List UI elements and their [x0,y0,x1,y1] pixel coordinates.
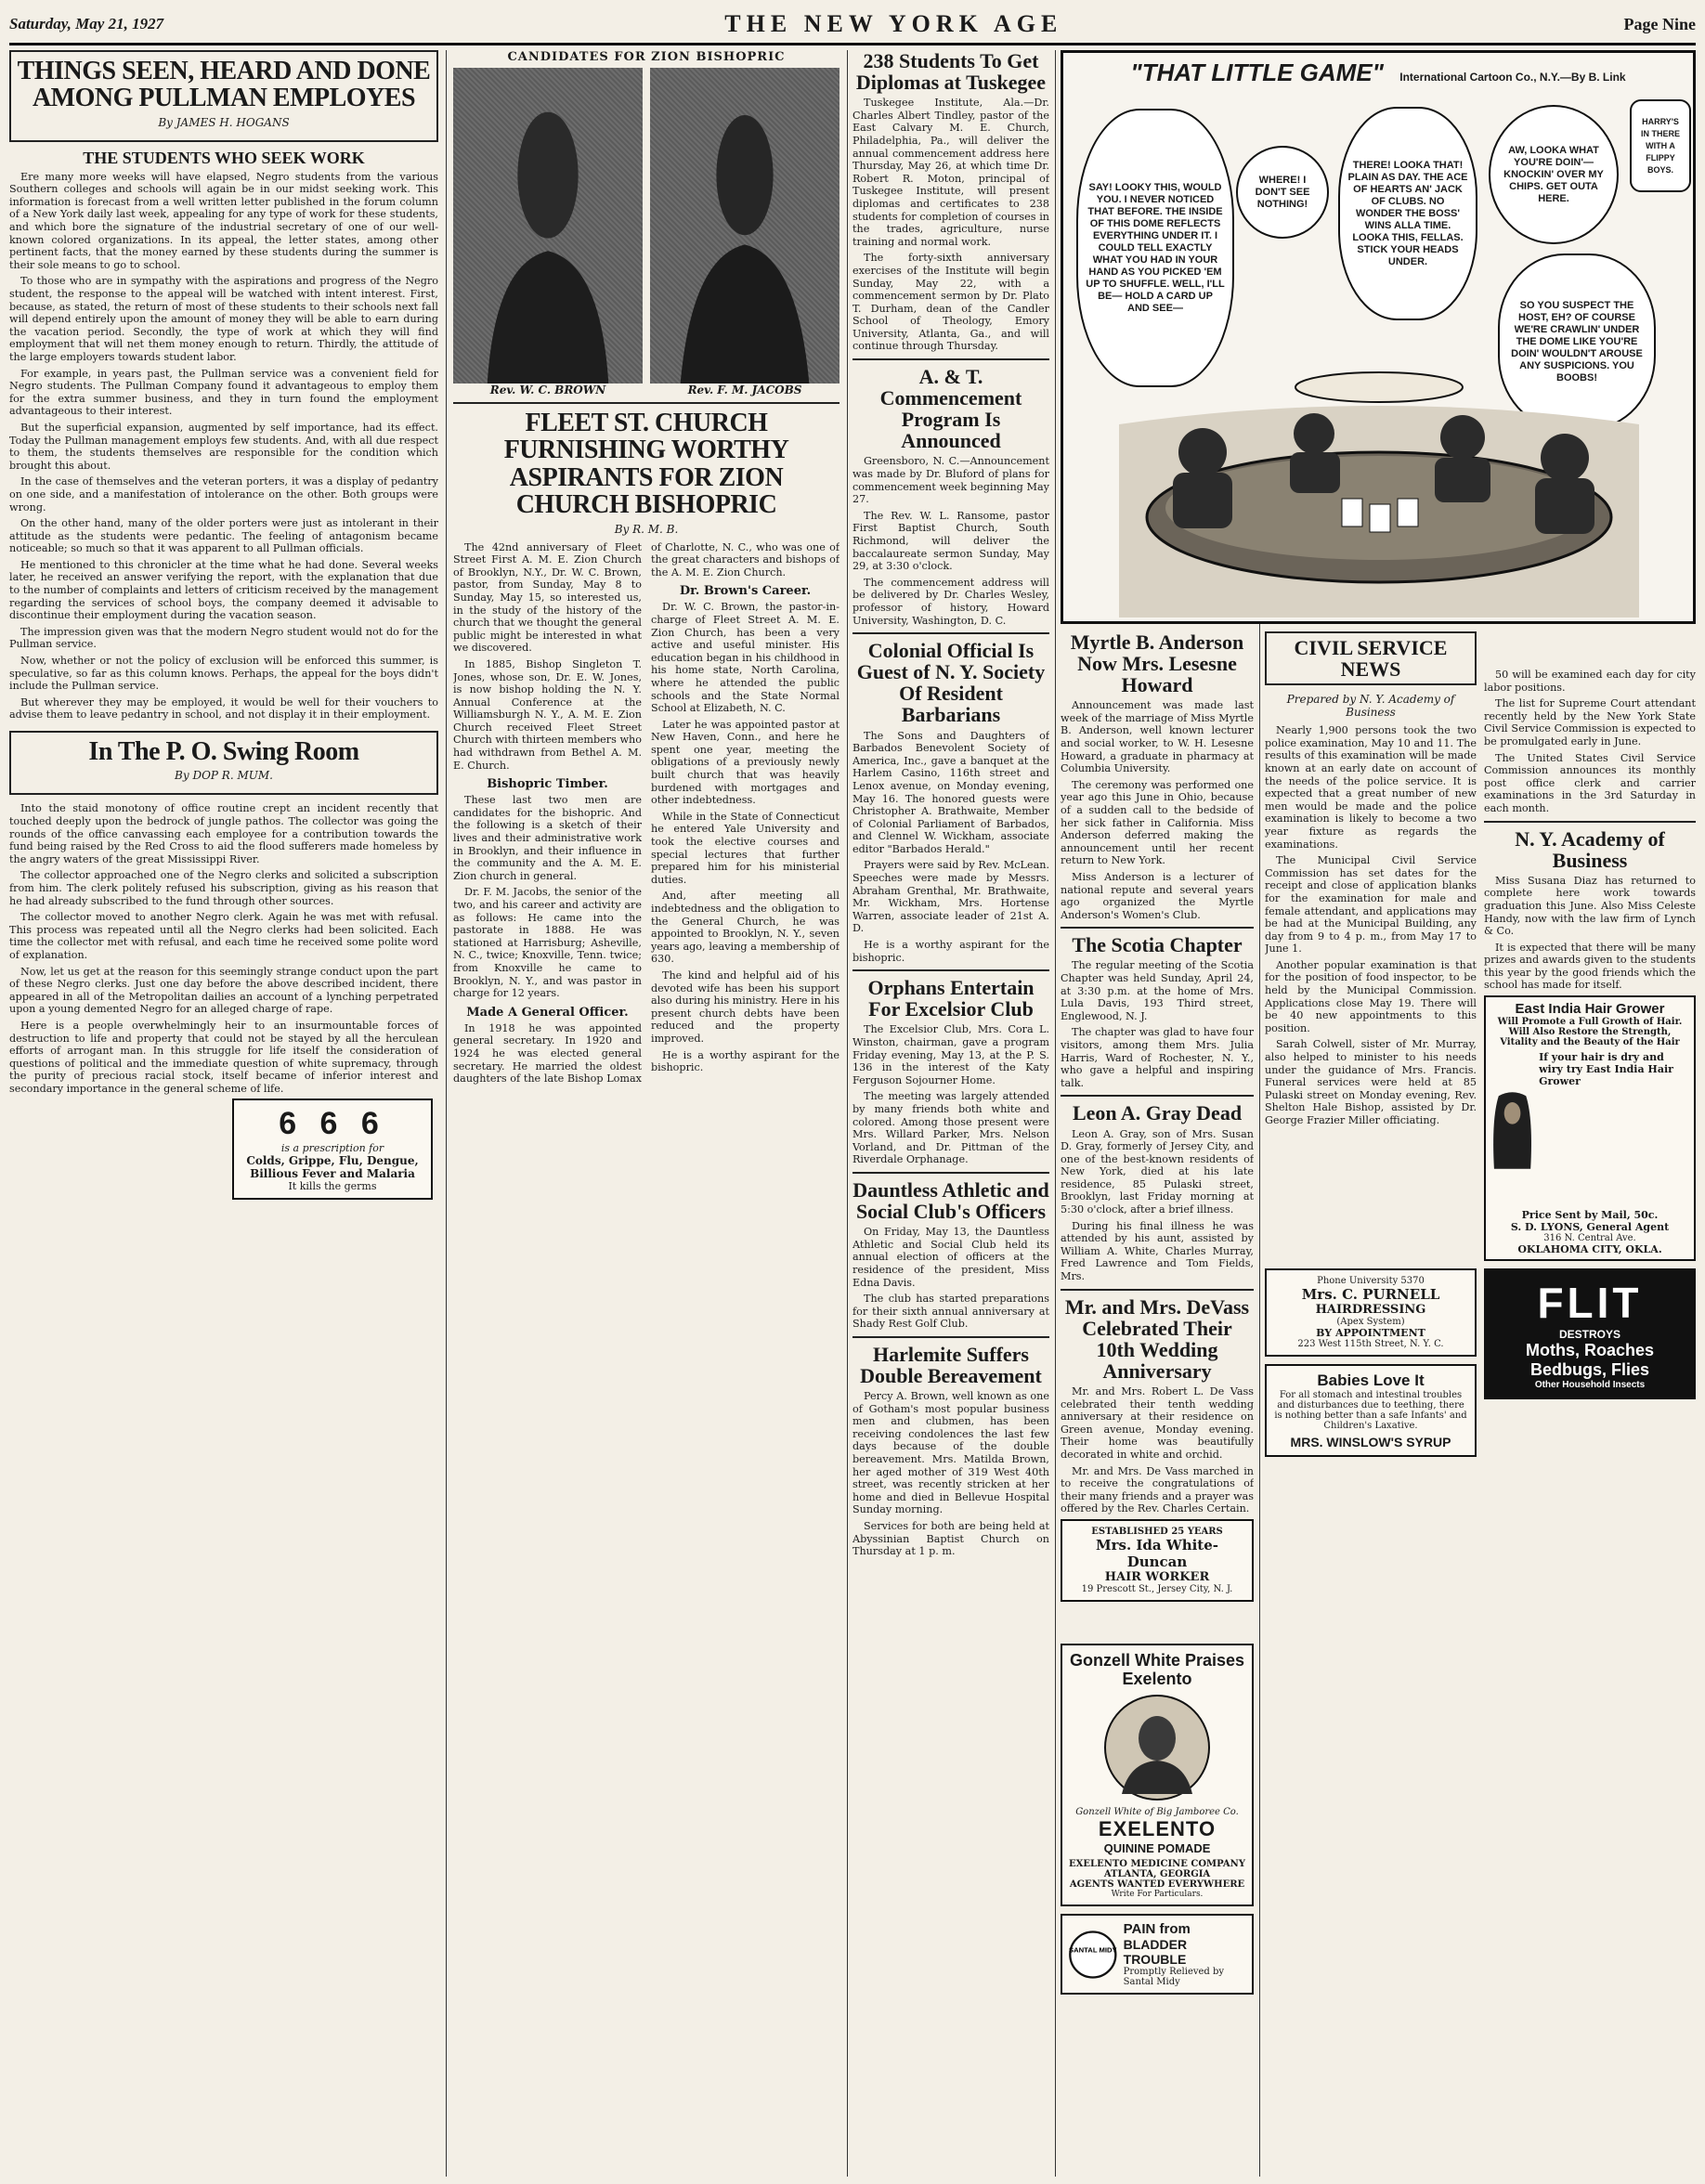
tuskegee-headline: 238 Students To Get Diplomas at Tuskegee [855,50,1047,95]
ad-text: 316 N. Central Ave. [1543,1233,1636,1244]
article-paragraph: During his final illness he was attended by his aunt, assisted by William A. White, Charles Murray, Fred Lawrence and Tom Fields, Mrs. [1061,1219,1254,1283]
ad-text: QUININE POMADE [1103,1841,1211,1855]
article-paragraph: Mr. and Mrs. De Vass marched in to receive the congratulations of their many friends and a prayer was offered by the Rev. Charles Certain. [1061,1464,1254,1515]
zion-body [453,541,839,1086]
ad-text: EXELENTO [1098,1817,1217,1840]
ad-text: EXELENTO MEDICINE COMPANY [1069,1859,1245,1869]
photo-caption: Rev. F. M. JACOBS [687,384,802,396]
ad-text: Bedbugs, Flies [1529,1360,1650,1380]
harlem-headline: Harlemite Suffers Double Bereavement [860,1342,1042,1387]
portrait-photo [650,68,839,384]
masthead-title: THE NEW YORK AGE [724,10,1063,37]
article-paragraph: He is a worthy aspirant for the bishopric. [852,939,1049,964]
article-paragraph: He is a worthy aspirant for the bishopric. [651,1048,839,1074]
portrait-icon [1101,1692,1213,1803]
pullman-byline: By JAMES H. HOGANS [158,115,290,129]
ad-text: HAIRDRESSING [1315,1303,1426,1318]
divider [852,1172,1049,1174]
masthead [9,6,1696,46]
ad-gonzell-white [1061,1644,1254,1906]
article-subhead: Bishopric Timber. [487,777,608,792]
ad-body [1490,1051,1690,1209]
ad-text: 19 Prescott St., Jersey City, N. J. [1081,1583,1233,1594]
article-paragraph: While in the State of Connecticut he entered Yale University and took the elective courses and special lectures that further prepared him for his ministerial duties. [651,810,839,886]
scotia-headline: The Scotia Chapter [1072,933,1243,957]
article-paragraph: Sarah Colwell, sister of Mr. Murray, also helped to minister to his needs under the guidance of Mrs. Francis. Funeral services were held at 85 Pulaski street on Monday evening, Rev. Shelton Hale Bishop, assisted by Dr. George Frazier Miller officiating. [1265,1038,1477,1126]
photo-frame [453,68,643,396]
ad-text: Write For Particulars. [1111,1890,1204,1899]
article-paragraph: Greensboro, N. C.—Announcement was made by Dr. Bluford of plans for commencement week beginning May 27. [852,455,1049,506]
ad-text: Babies Love It [1317,1372,1425,1390]
article-paragraph: The United States Civil Service Commission announces its monthly post office clerk and carrier examinations in the 3rd Saturday in each month. [1484,751,1696,814]
article-paragraph: The meeting was largely attended by many friends both white and colored. Among those present were Mrs. Willard Parker, Mrs. Nelson Vorland, and Dr. Pittman of the Riverdale Orphanage. [852,1090,1049,1166]
cartoon-frame [1061,50,1696,624]
article-paragraph: Nearly 1,900 persons took the two police examination, May 10 and 11. The results of this examination will be made known at an early date on account of the needs of the police service. It is expected that a great number of new men would be made and the police examination is likely to become a two year fixture as regards the examinations. [1265,724,1477,851]
article-paragraph: 50 will be examined each day for city labor positions. [1484,669,1696,694]
swing-room-headline-box [9,731,438,795]
photo-frame [650,68,839,396]
dauntless-headline: Dauntless Athletic and Social Club's Officers [852,1177,1049,1224]
article-paragraph: Into the staid monotony of office routine crept an incident recently that touched deeply upon the bedrock of jungle pathos. The collector was going the rounds of the office canvassing each employee for a contribution towards the fund being raised by the Red Cross to aid the flood sufferers made homeless by the angry waters of the great Mississippi River. [9,802,438,865]
woman-portrait-icon [1490,1051,1535,1209]
card-players-illustration-icon [1063,369,1693,618]
speech-bubble: AW, LOOKA WHAT YOU'RE DOIN'— KNOCKIN' OVER MY CHIPS. GET OUTA HERE. [1489,105,1619,244]
right-top-split [1265,631,1696,1268]
zion-headline: FLEET ST. CHURCH FURNISHING WORTHY ASPIRANTS FOR ZION CHURCH BISHOPRIC [503,409,789,520]
masthead-page: Page Nine [1623,14,1696,33]
article-paragraph: Now, whether or not the policy of exclusion will be enforced this summer, is speculative, so far as this column knows. Perhaps, the appeal for the boys didn't include the Pullman service. [9,655,438,693]
cartoon-panel [1061,50,1696,626]
santal-text [1124,1921,1246,1987]
divider [852,969,1049,971]
ad-text: Will Promote a Full Growth of Hair. Will Also Restore the Strength, Vitality and the Beauty of the Hair [1497,1017,1683,1048]
article-paragraph: Now, let us get at the reason for this seemingly strange conduct upon the part of these Negro clerks. Just one day before the above described incident, there appeared in all of the Metropolitan dailies an account of a lynching perpetrated upon a young demented Negro for an alleged charge of rape. [9,965,438,1016]
article-paragraph: He mentioned to this chronicler at the time what he had done. Several weeks later, he received an answer verifying the report, with the explanation that due to the number of complaints and letters of criticism received by the management regarding the services of school boys, the company deemed it advisable to discontinue their employment during the vacation season. [9,558,438,622]
article-paragraph: Miss Anderson is a lecturer of national repute and several years ago organized the Myrtle Anderson's Women's Club. [1061,871,1254,921]
article-paragraph: But the superficial expansion, augmented by self importance, had its effect. Today the Pullman management employs few students. And, with all due respect to them, the students themselves are responsible for the condition which brought this about. [9,421,438,472]
divider [852,358,1049,360]
cartoon-title-text: "THAT LITTLE GAME" [1130,58,1384,86]
speech-bubble: SO YOU SUSPECT THE HOST, EH? OF COURSE WE'RE CRAWLIN' UNDER THE DOME LIKE YOU'RE DOIN' WOULDN'T AROUSE ANY SUSPICIONS. YOU BOOBS! [1498,254,1656,430]
article-paragraph: In the case of themselves and the veteran porters, it was a display of pedantry on one side, and a manifestation of intolerance on the other. Both groups were wrong. [9,475,438,514]
ad-text: Phone University 5370 [1317,1276,1425,1287]
column-rule [446,50,447,2177]
column-zion [453,50,839,2177]
ad-text: BY APPOINTMENT [1316,1327,1425,1340]
article-paragraph: Mr. and Mrs. Robert L. De Vass celebrated their tenth wedding anniversary at their residence on Green avenue, Monday evening. Their home was beautifully decorated in white and orchid. [1061,1385,1254,1461]
article-paragraph: In 1885, Bishop Singleton T. Jones, whose son, Dr. E. W. Jones, is now bishop holding the N. Y. Annual Conference at the Williamsburgh N. Y., A. M. E. Zion Church received Fleet Street Church with thirteen members who had withdrawn from Bethel A. M. E. Church. [453,657,642,772]
civil-headline-box [1265,631,1477,685]
students-subhead: THE STUDENTS WHO SEEK WORK [83,148,365,167]
ad-text: AGENTS WANTED EVERYWHERE [1069,1879,1245,1890]
civil-headline: CIVIL SERVICE NEWS [1294,636,1448,682]
cartoon-title [1063,58,1693,87]
article-paragraph: The ceremony was performed one year ago this June in Ohio, because of a sudden call to the bedside of her sick father in California. Miss Anderson deferred making the announcement until her recent return to New York. [1061,778,1254,867]
article-paragraph: These last two men are candidates for the bishopric. And the following is a sketch of their lives and their administrative work in Brooklyn, and their influence in the community and the A. M. E. Zion church in general. [453,794,642,882]
article-paragraph: Prayers were said by Rev. McLean. Speeches were made by Messrs. Abraham Grenthal, Mr. Brathwaite, Mr. Wickham, Mrs. Hortense Warren, associate leader of 21st A. D. [852,859,1049,935]
article-paragraph: For example, in years past, the Pullman service was a convenient field for Negro students. The Pullman Company found it advantageous to employ them for the extra summer business, and they in turn found the employment advantageous to their interest. [9,367,438,418]
ad-text: Mrs. C. PURNELL [1301,1286,1440,1304]
article-paragraph: The Sons and Daughters of Barbados Benevolent Society of America, Inc., gave a banquet at the Harlem Casino, 116th street and Lenox avenue, on Monday evening, May 16. The honored guests were Christopher A. Brathwaite, Member of Colonial Parliament of Barbados, and Clennel W. Wickham, associate editor "Barbados Herald." [852,729,1049,855]
ad-text: 223 West 115th Street, N. Y. C. [1297,1339,1444,1350]
ad-hair-worker [1061,1519,1254,1602]
article-paragraph: The collector approached one of the Negro clerks and solicited a subscription from him. The clerk politely refused his subscription, giving as his reason that he had already subscribed to the fund through other sources. [9,869,438,907]
swing-room-byline: By DOP R. MUM. [175,769,273,783]
portrait-figure-icon [650,68,839,384]
photo-caption: Rev. W. C. BROWN [489,384,606,396]
article-paragraph: The impression given was that the modern Negro student would not do for the Pullman service. [9,625,438,651]
article-paragraph: The Rev. W. L. Ransome, pastor First Baptist Church, South Richmond, will deliver the baccalaureate sermon Sunday, May 29, at 3:30 o'clock. [852,509,1049,573]
article-paragraph: Dr. F. M. Jacobs, the senior of the two, and his career and activity are as follows: He came into the pastorate in 1888. He was stationed at Harrisburg; Asheville, N. C., twice; Knoxville, Tenn. twice; from Knoxville he came to Brooklyn, N. Y., and was pastor in charge for 12 years. [453,886,642,1000]
academy-section [1484,631,1696,1268]
column-bottom-ads [1061,1644,1254,2177]
masthead-date: Saturday, May 21, 1927 [9,15,164,32]
column-rule [847,50,848,2177]
ad-purnell [1265,1268,1477,1357]
ad-santal-midy [1061,1914,1254,1995]
article-paragraph: Here is a people overwhelmingly heir to an insurmountable forces of destruction to life and property that could not be stayed by all the herculean efforts of arrogant man. In this struggle for life itself the consideration of questions of political and the immediate question of white supremacy, through the purity of precious racial stock, itself became of inferior interest and secondary importance in the general scheme of life. [9,1019,438,1095]
article-paragraph: On Friday, May 13, the Dauntless Athletic and Social Club held its annual election of officers at the residence of the president, Miss Edna Davis. [852,1226,1049,1289]
article-paragraph: Another popular examination is that for the position of food inspector, to be held by the Municipal Commission. Applications close May 19. There will be 40 new appointments to this position. [1265,958,1477,1034]
ad-flit [1484,1268,1696,1399]
article-paragraph: Tuskegee Institute, Ala.—Dr. Charles Albert Tindley, pastor of the East Calvary M. E. Church, Philadelphia, Pa., will deliver the annual commencement address here Thursday, May 26, at which time Dr. Robert R. Moton, principal of Tuskegee Institute, will present diplomas and certificates to 238 students for completion of courses in the trades, agriculture, nurse training and normal work. [852,97,1049,248]
ad-east-india [1484,995,1696,1261]
article-paragraph: The regular meeting of the Scotia Chapter was held Sunday, April 24, at 3:30 p.m. at the home of Mrs. Lula Davis, 193 Third street, Englewood, N. J. [1061,959,1254,1022]
article-paragraph: The 42nd anniversary of Fleet Street First A. M. E. Zion Church of Brooklyn, N.Y., Dr. W. C. Brown, pastor, from Sunday, May 8 to Sunday, May 15, so interested us, in the study of the history of the church that we thought the general public might be interested in what we discovered. [453,540,642,655]
speech-bubble: HARRY'S IN THERE WITH A FLIPPY BOYS. [1630,99,1691,192]
ad-text: Mrs. Ida White-Duncan [1096,1536,1218,1570]
article-paragraph: The collector moved to another Negro clerk. Again he was met with refusal. This process was repeated until all the Negro clerks had been solicited. Each time the collector met with refusal, and each time he received some polite word of explanation. [9,911,438,961]
ad-text: ESTABLISHED 25 YEARS [1091,1526,1223,1537]
zion-byline: By R. M. B. [614,522,679,536]
ad-666-line: It kills the germs [288,1180,377,1193]
article-paragraph: Ere many more weeks will have elapsed, Negro students from the various Southern colleges and schools will again be in our midst seeking work. This information is forecast from a well written letter published in the forum column of a New York daily last week, appealing for any type of work for these students, and which bore the signature of the industrial secretary of one of our well-known colored organizations. In its appeal, the letter states, among other pertinent facts, that the money earned by these students during the summer is their sole means to go to school. [9,170,438,271]
divider [1061,1095,1254,1097]
column-news [852,50,1049,2177]
article-paragraph: And, after meeting all indebtedness and the obligation to the General Church, he was appointed to Brooklyn, N. Y., seven years ago, leaving a membership of 630. [651,890,839,966]
pullman-headline: THINGS SEEN, HEARD AND DONE AMONG PULLMAN EMPLOYES [17,57,431,113]
article-paragraph: The club has started preparations for their sixth annual anniversary at Shady Rest Golf Club. [852,1293,1049,1331]
ad-text: If your hair is dry and wiry try East India Hair Grower [1539,1051,1673,1088]
divider [1061,1289,1254,1291]
ad-text: PAIN from [1123,1921,1191,1937]
ad-text: Price Sent by Mail, 50c. [1521,1209,1659,1222]
article-paragraph: Announcement was made last week of the marriage of Miss Myrtle B. Anderson, well known lecturer and social worker, to W. H. Lesesne Howard, a graduate in pharmacy at Columbia University. [1061,699,1254,775]
colonial-headline: Colonial Official Is Guest of N. Y. Society Of Resident Barbarians [856,639,1046,727]
speech-bubble: WHERE! I DON'T SEE NOTHING! [1236,146,1329,239]
cartoon-credit: International Cartoon Co., N.Y.—By B. Link [1399,71,1626,84]
ad-text: HAIR WORKER [1104,1569,1210,1584]
ad-text: ATLANTA, GEORGIA [1103,1869,1211,1879]
article-paragraph: It is expected that there will be many prizes and awards given to the students this year by the good friends which the school has made for itself. [1484,941,1696,992]
speech-bubble: SAY! LOOKY THIS, WOULD YOU. I NEVER NOTICED THAT BEFORE. THE INSIDE OF THIS DOME REFLECTS EVERYTHING UNDER IT. I COULD TELL EXACTLY WHAT YOU HAD IN YOUR HAND AS YOU PICKED 'EM UP TO SHUFFLE. WELL, I'LL BE— HOLD A CARD UP AND SEE— [1076,109,1234,387]
gray-headline: Leon A. Gray Dead [1072,1101,1243,1125]
ad-text: S. D. LYONS, General Agent [1510,1221,1670,1234]
ad-babies [1265,1364,1477,1457]
right-bottom-split [1265,1268,1696,1464]
portrait-photo [453,68,643,384]
divider [1061,927,1254,929]
ad-666-line: is a prescription for [280,1142,384,1155]
orphans-headline: Orphans Entertain For Excelsior Club [867,976,1035,1021]
ad-666 [232,1098,433,1200]
ad-text: DESTROYS [1558,1328,1620,1342]
article-subhead: Made A General Officer. [466,1005,629,1020]
ad-text: Gonzell White Praises Exelento [1069,1651,1245,1688]
article-paragraph: Later he was appointed pastor at New Haven, Conn., and here he spent one year, meeting the obligations of a previously newly built church that was heavily burdened with mortgages and other indebtedness. [651,718,839,807]
photo-banner: CANDIDATES FOR ZION BISHOPRIC [507,50,786,64]
article-paragraph: Miss Susana Diaz has returned to complete here work towards graduation this June. Also Miss Celeste Handy, now with the law firm of Lynch & Co. [1484,874,1696,938]
column-pullman [9,50,438,2177]
academy-headline: N. Y. Academy of Business [1515,826,1665,872]
speech-bubble: THERE! LOOKA THAT! PLAIN AS DAY. THE ACE OF HEARTS AN' JACK OF CLUBS. NO WONDER THE BOSS' WINS ALLA TIME. LOOKA THIS, FELLAS. STICK YOUR HEADS UNDER. [1338,107,1477,320]
santal-seal-text: SANTAL MIDY [1069,1945,1117,1955]
ad-text: East India Hair Grower [1515,1001,1665,1018]
divider [852,1336,1049,1338]
ad-text: OKLAHOMA CITY, OKLA. [1517,1243,1662,1256]
portrait-figure-icon [453,68,643,384]
divider [852,632,1049,634]
article-subhead: Dr. Brown's Career. [679,584,812,599]
pullman-headline-box [9,50,438,142]
candidate-photos [453,68,839,396]
article-paragraph: The chapter was glad to have four visitors, among them Mrs. Julia Harris, Ward of Rochester, N. Y., who gave a helpful and inspiring talk. [1061,1026,1254,1089]
column-rule [1055,50,1056,2177]
ad-text: Other Household Insects [1534,1380,1646,1391]
article-paragraph: Leon A. Gray, son of Mrs. Susan D. Gray, formerly of Jersey City, and one of the best-known residents of New York, died at his late residence, 85 Pulaski street, Brooklyn, last Friday morning at 5:30 o'clock, after a brief illness. [1061,1127,1254,1216]
ad-text: FLIT [1537,1279,1643,1328]
article-paragraph: The Excelsior Club, Mrs. Cora L. Winston, chairman, gave a program Friday evening, May 13, at the P. S. 136 in the interest of the Katy Ferguson Sojourner Home. [852,1023,1049,1086]
ad-text: Promptly Relieved by Santal Midy [1123,1967,1225,1987]
divider [1484,821,1696,823]
ad-666-line: Colds, Grippe, Flu, Dengue, Billious Fever and Malaria [246,1154,419,1181]
ad-text: For all stomach and intestinal troubles and disturbances due to teething, there is nothing better than a safe Infants' and Children's Laxative. [1274,1390,1467,1432]
ad-666-number: 6 6 6 [279,1106,386,1142]
article-paragraph: To those who are in sympathy with the aspirations and progress of the Negro student, the response to the appeal will be watched with intent interest. First, because, as stated, the return of most of these students to their schools next fall will depend entirely upon the amount of money they will be able to earn during the vacation period. Secondly, the type of work at which they will find employment that will net them money enough to return. Thirdly, the attitude of the large employers towards student labor. [9,275,438,363]
santal-seal-icon [1068,1922,1118,1987]
article-paragraph: The forty-sixth anniversary exercises of the Institute will begin Sunday, May 22, with a commencement sermon by Dr. Plato T. Durham, dean of the Candler School of Theology, Emory University, Atlanta, Ga., and will continue through Thursday. [852,252,1049,353]
article-paragraph: The list for Supreme Court attendant recently held by the New York State Civil Service Commission is expected to be promulgated early in June. [1484,697,1696,748]
article-paragraph: Services for both are being held at Abyssinian Baptist Church on Thursday at 1 p. m. [852,1520,1049,1558]
swing-room-headline: In The P. O. Swing Room [88,737,359,767]
article-paragraph: Dr. W. C. Brown, the pastor-in-charge of Fleet Street A. M. E. Zion Church, has been a very active and useful minister. His education began in his childhood in his home state, North Carolina, where he attended the public schools and the State Normal School at Elizabeth, N. C. [651,601,839,715]
divider [453,402,839,404]
article-paragraph: The Municipal Civil Service Commission has set dates for the receipt and close of application blanks for the examination for male and female attendant, and applications may be had at the Municipal Building, any day from 9 to 4 p. m., from May 17 to June 1. [1265,854,1477,956]
ad-text: Moths, Roaches [1525,1341,1655,1360]
at-headline: A. & T. Commencement Program Is Announced [879,365,1022,453]
civil-byline: Prepared by N. Y. Academy of Business [1286,693,1455,720]
ad-text: Gonzell White of Big Jamboree Co. [1075,1807,1239,1817]
article-paragraph: In 1918 he was appointed general secretary. In 1920 and 1924 he was elected general secretary. He married the oldest daughters of the late Bishop Lomax of Charlotte, N. C., who was one of the great characters and bishops of the A. M. E. Zion Church. [453,540,839,1086]
ad-text: MRS. WINSLOW'S SYRUP [1290,1435,1451,1450]
article-paragraph: The commencement address will be delivered by Dr. Charles Wesley, professor of history, Howard University, Washington, D. C. [852,576,1049,627]
devass-headline: Mr. and Mrs. DeVass Celebrated Their 10th Wedding Anniversary [1064,1294,1250,1383]
column-right [1265,631,1696,2177]
article-paragraph: The kind and helpful aid of his devoted wife has been his support also during his ministry. Here in his present church debts have been reduced and the property improved. [651,968,839,1045]
right-ads-right [1484,1268,1696,1464]
article-paragraph: Percy A. Brown, well known as one of Gotham's most popular business men and clubmen, has been receiving condolences the last few days because of the double bereavement. Mrs. Matilda Brown, her aged mother of 319 West 40th street, was recently stricken at her home and died in Bellevue Hospital Sunday morning. [852,1390,1049,1516]
article-paragraph: On the other hand, many of the older porters were just as intolerant in their attitude as the students were pedantic. The feeling of antagonism became noticeable; so much so that it was apparent to all Pullman officials. [9,517,438,555]
civil-service-section [1265,631,1477,1268]
myrtle-headline: Myrtle B. Anderson Now Mrs. Lesesne Howard [1070,631,1244,697]
ad-text: (Apex System) [1336,1317,1405,1328]
ad-text: BLADDER TROUBLE [1123,1937,1188,1967]
article-paragraph: But wherever they may be employed, it would be well for their vouchers to advise them to leave pedantry in school, and not display it in their employment. [9,696,438,722]
right-ads-left [1265,1268,1477,1464]
